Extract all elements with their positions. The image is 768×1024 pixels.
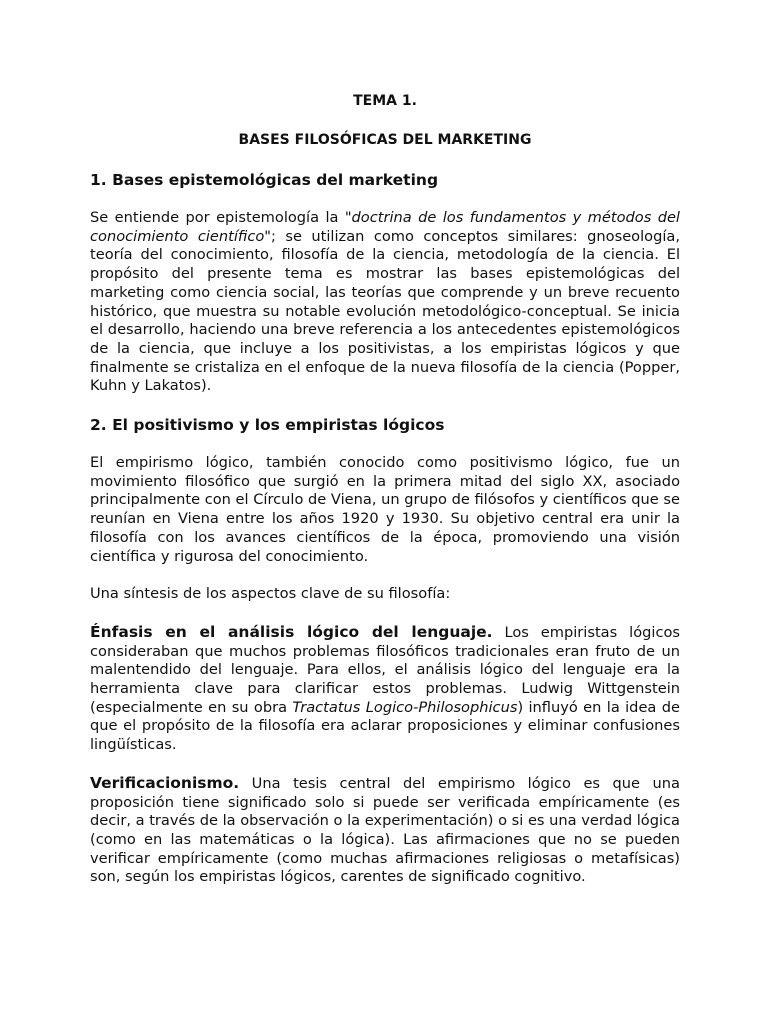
paragraph-lead: Énfasis en el análisis lógico del lenguaje. [90,622,493,641]
quoted-definition: "doctrina de los fundamentos y métodos del conocimiento científico" [90,209,680,245]
section-2-paragraph-4 [90,774,680,887]
paragraph-text: Se entiende por epistemología la [90,209,345,226]
document-title: BASES FILOSÓFICAS DEL MARKETING [238,132,532,148]
document-subtitle: TEMA 1. [353,93,417,109]
section-2-heading: 2. El positivismo y los empiristas lógicos [90,416,445,435]
document-page [90,92,680,906]
section-2-paragraph-2: Una síntesis de los aspectos clave de su filosofía: [90,585,451,603]
section-2-paragraph-1: El empirismo lógico, también conocido como positivismo lógico, fue un movimiento filosófico que surgió en la primera mitad del siglo XX, asociado principalmente con el Círculo de Viena, un grupo de filósofos y científicos que se reunían en Viena entre los años 1920 y 1930. Su objetivo central era unir la filosofía con los avances científicos de la época, promoviendo una visión científica y rigurosa del conocimiento. [90,454,680,565]
work-title: Tractatus Logico-Philosophicus [292,698,518,716]
section-2-paragraph-3 [90,623,680,755]
paragraph-lead: Verificacionismo. [90,773,240,792]
paragraph-text: ) influyó en la idea de que el propósito de la filosofía era aclarar proposiciones y eliminar confusiones lingüísticas. [90,698,680,754]
paragraph-text: ; se utilizan como conceptos similares: gnoseología, teoría del conocimiento, filosofía de la ciencia, metodología de la ciencia. El propósito del presente tema es mostrar las bases epistemológicas del marketing como ciencia social, las teorías que comprende y un breve recuento histórico, que muestra su notable evolución metodológico-conceptual. Se inicia el desarrollo, haciendo una breve referencia a los antecedentes epistemológicos de la ciencia, que incluye a los positivistas, a los empiristas lógicos y que finalmente se cristaliza en el enfoque de la nueva filosofía de la ciencia (Popper, Kuhn y Lakatos). [90,227,680,395]
section-1-heading: 1. Bases epistemológicas del marketing [90,171,439,189]
paragraph-text: Los empiristas lógicos consideraban que muchos problemas filosóficos tradicionales eran fruto de un malentendido del lenguaje. Para ellos, el análisis lógico del lenguaje era la herramienta clave para clarificar estos problemas. Ludwig Wittgenstein (especialmente en su obra [90,623,680,716]
paragraph-text: Una tesis central del empirismo lógico es que una proposición tiene significado solo si puede ser verificada empíricamente (es decir, a través de la observación o la experimentación) o si es una verdad lógica (como en las matemáticas o la lógica). Las afirmaciones que no se pueden verificar empíricamente (como muchas afirmaciones religiosas o metafísicas) son, según los empiristas lógicos, carentes de significado cognitivo. [90,774,680,886]
section-1-paragraph [90,209,680,396]
